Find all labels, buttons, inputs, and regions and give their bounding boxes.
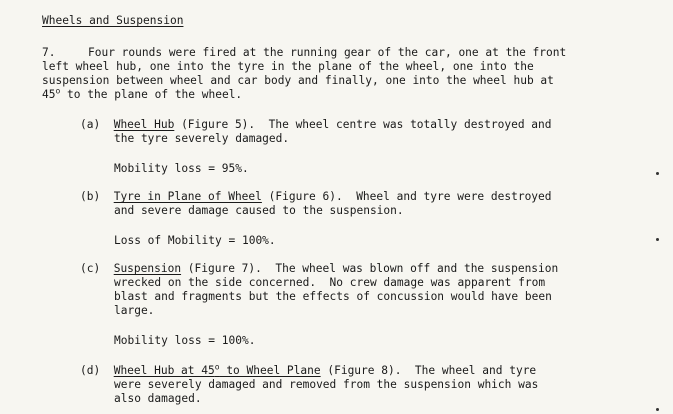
item-c-line-1: (c) Suspension (Figure 7). The wheel was blown off and the suspension: [80, 262, 559, 275]
item-title: Suspension: [113, 262, 182, 275]
item-c-line-3: blast and fragments but the effects of concussion would have been: [114, 290, 552, 303]
item-label: (b): [80, 190, 101, 203]
scan-speck: [656, 238, 659, 241]
item-b-line-2: and severe damage caused to the suspension.: [114, 204, 404, 217]
paragraph-line-1: Four rounds were fired at the running gear of the car, one at the front: [88, 46, 567, 59]
item-d-line-3: also damaged.: [114, 392, 202, 405]
scan-speck: [656, 172, 659, 175]
item-label: (a): [80, 118, 101, 131]
scan-speck: [656, 408, 659, 411]
item-c-line-2: wrecked on the side concerned. No crew damage was apparent from: [114, 276, 546, 289]
item-a-line-2: the tyre severely damaged.: [114, 132, 290, 145]
item-title: Wheel Hub at 45$^o$ to Wheel Plane: [113, 362, 321, 377]
item-d-line-1: (d) Wheel Hub at 45$^o$ to Wheel Plane (Figure 8). The wheel and tyre: [80, 362, 537, 377]
item-title: Tyre in Plane of Wheel: [113, 190, 262, 203]
item-b-result: Loss of Mobility = 100%.: [114, 234, 276, 247]
item-label: (c): [80, 262, 101, 275]
item-a-line-1: (a) Wheel Hub (Figure 5). The wheel centre was totally destroyed and: [80, 118, 552, 131]
item-d-line-2: were severely damaged and removed from the suspension which was: [114, 378, 539, 391]
item-c-result: Mobility loss = 100%.: [114, 334, 256, 347]
item-title: Wheel Hub: [113, 118, 175, 131]
section-heading: Wheels and Suspension: [42, 14, 184, 27]
paragraph-line-2: left wheel hub, one into the tyre in the plane of the wheel, one into the: [42, 60, 534, 73]
paragraph-number: 7.: [42, 46, 56, 59]
item-b-line-1: (b) Tyre in Plane of Wheel (Figure 6). Wheel and tyre were destroyed: [80, 190, 552, 203]
paragraph-line-4: 45$^o$ to the plane of the wheel.: [42, 86, 243, 101]
paragraph-line-3: suspension between wheel and car body and finally, one into the wheel hub at: [42, 74, 554, 87]
item-c-line-4: large.: [114, 304, 155, 317]
item-label: (d): [80, 364, 101, 377]
item-a-result: Mobility loss = 95%.: [114, 162, 249, 175]
